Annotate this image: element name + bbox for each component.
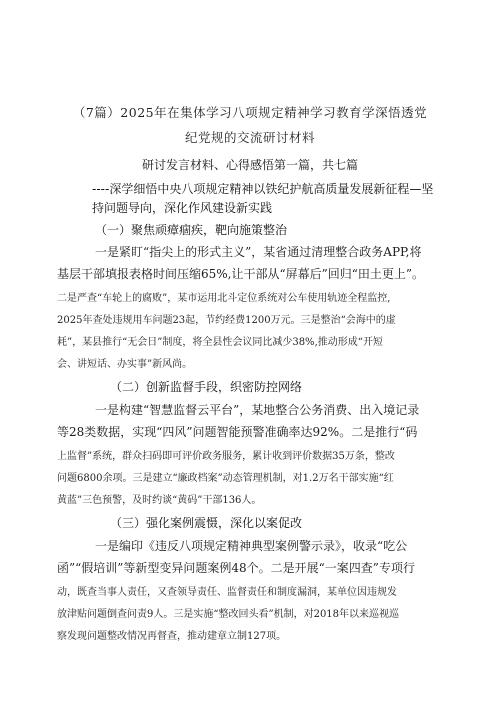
subtitle-line-3: 持问题导向，深化作风建设新实践 bbox=[92, 201, 273, 215]
doc-title-line-1: （7篇）2025年在集体学习八项规定精神学习教育学深悟透党 bbox=[72, 105, 428, 120]
section-3-heading: （三）强化案例震慑，深化以案促改 bbox=[110, 516, 303, 530]
section-3-line: 察发现问题整改情况再督查，推动建章立制127项。 bbox=[57, 631, 287, 642]
section-2-line: 黄蓝”三色预警，及时约谈“黄码”干部136人。 bbox=[57, 495, 262, 506]
section-1-line: 会、讲短话、办实事”新风尚。 bbox=[57, 359, 193, 370]
section-3-line: 动，既查当事人责任，又查领导责任、监督责任和制度漏洞，某单位因违规发 bbox=[57, 587, 397, 598]
section-1-line: 2025年查处违规用车问题23起，节约经费1200万元。三是整治“会海中的虚 bbox=[57, 315, 396, 326]
subtitle-line-2: ----深学细悟中央八项规定精神以铁纪护航高质量发展新征程—坚 bbox=[92, 182, 434, 196]
doc-title-line-2: 纪党规的交流研讨材料 bbox=[184, 130, 315, 145]
section-3-line: 放津贴问题倒查问责9人。三是实施“整改回头看”机制，对2018年以来巡视巡 bbox=[57, 609, 400, 620]
section-2-line: 等28类数据，实现“四风”问题智能预警准确率达92%。二是推行“码 bbox=[57, 425, 418, 439]
section-2-line: 一是构建“智慧监督云平台”，某地整合公务消费、出入境记录 bbox=[95, 403, 420, 417]
section-1-line: 一是紧盯“指尖上的形式主义”，某省通过清理整合政务APP,将 bbox=[95, 245, 422, 259]
section-1-line: 二是严查“车轮上的腐败”，某市运用北斗定位系统对公车使用轨迹全程监控, bbox=[57, 293, 391, 304]
subtitle-line-1: 研讨发言材料、心得感悟第一篇，共七篇 bbox=[141, 158, 358, 172]
section-1-line: 耗”，某县推行“无会日”制度，将全县性会议同比减少38%,推动形成“开短 bbox=[57, 337, 383, 348]
section-1-heading: （一）聚焦顽瘴痼疾，靶向施策整治 bbox=[95, 223, 288, 237]
section-2-line: 上监督”系统，群众扫码即可评价政务服务，累计收到评价数据35万条，整改 bbox=[57, 451, 395, 462]
section-2-line: 问题6800余项。三是建立“廉政档案”动态管理机制，对1.2万名干部实施“红 bbox=[57, 473, 394, 484]
section-1-line: 基层干部填报表格时间压缩65%,让干部从“屏幕后”回归“田土更上”。 bbox=[57, 267, 425, 281]
section-2-heading: （二）创新监督手段，织密防控网络 bbox=[110, 380, 303, 394]
section-3-line: 函”“假培训”等新型变异问题案例48个。二是开展“一案四查”专项行 bbox=[57, 561, 415, 575]
section-3-line: 一是编印《违反八项规定精神典型案例警示录》，收录“吃公 bbox=[95, 539, 408, 553]
